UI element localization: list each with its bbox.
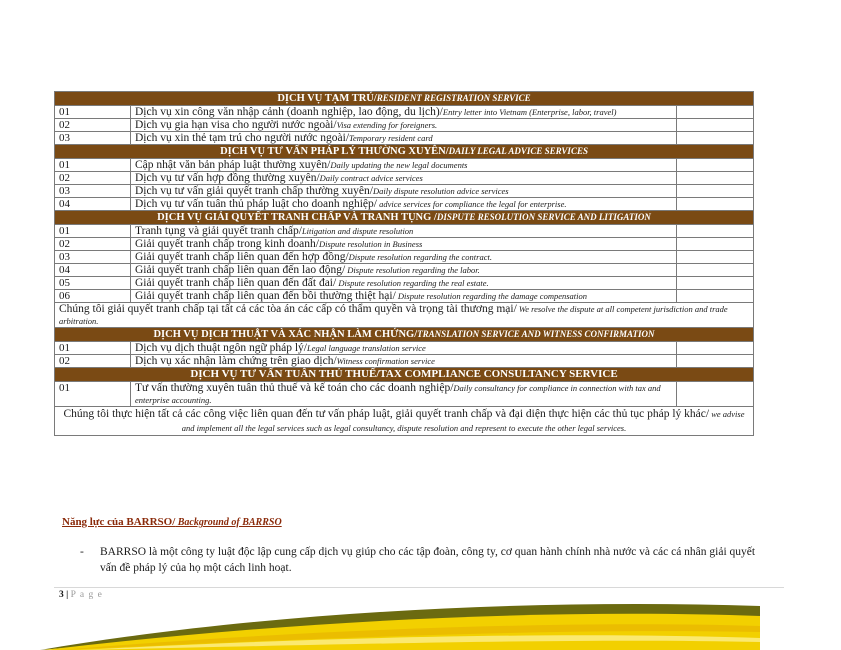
row-number: 01 <box>55 382 131 407</box>
row-number: 04 <box>55 198 131 211</box>
row-number: 01 <box>55 225 131 238</box>
section-header-resident <box>55 92 754 106</box>
service-en: Entry letter into Vietnam (Enterprise, labor, travel) <box>442 107 617 117</box>
table-row <box>55 342 754 355</box>
empty-cell <box>677 172 754 185</box>
service-en: Dispute resolution in Business <box>318 239 423 249</box>
service-vi: Dịch vụ gia hạn visa cho người nước ngoài/ <box>135 119 337 131</box>
service-en: Daily contract advice services <box>319 173 423 183</box>
header-vi: DỊCH VỤ TƯ VẤN PHÁP LÝ THƯỜNG XUYÊN/ <box>220 146 449 157</box>
background-title-vi: Năng lực của BARRSO/ <box>62 516 176 528</box>
empty-cell <box>677 355 754 368</box>
row-number: 05 <box>55 277 131 290</box>
page-word: P a g e <box>70 590 103 600</box>
row-number: 02 <box>55 119 131 132</box>
table-row <box>55 106 754 119</box>
footer-swoosh-decoration <box>0 592 841 650</box>
service-vi: Dịch vụ xác nhận làm chứng trên giao dịch/ <box>135 355 337 367</box>
header-en: RESIDENT REGISTRATION SERVICE <box>376 93 531 103</box>
page-number-value: 3 <box>59 590 64 600</box>
note-vi: Chúng tôi thực hiện tất cả các công việc liên quan đến tư vấn pháp luật, giải quyết tranh chấp và đại diện thực hiện các thủ tục pháp lý khác/ <box>63 408 710 420</box>
service-vi: Dịch vụ tư vấn tuân thủ pháp luật cho doanh nghiệp/ <box>135 198 377 210</box>
row-number: 02 <box>55 172 131 185</box>
section-header-translation <box>55 328 754 342</box>
table-row <box>55 159 754 172</box>
row-number: 02 <box>55 238 131 251</box>
empty-cell <box>677 264 754 277</box>
empty-cell <box>677 132 754 145</box>
note-en: we advise and implement all the legal services such as legal consultancy, dispute resolution and represent to execute the other legal services. <box>181 409 745 433</box>
empty-cell <box>677 290 754 303</box>
section-header-tax <box>55 368 754 382</box>
service-en: Daily updating the new legal documents <box>330 160 468 170</box>
service-en: Dispute resolution regarding the labor. <box>345 265 480 275</box>
service-en: Litigation and dispute resolution <box>301 226 414 236</box>
row-number: 01 <box>55 342 131 355</box>
empty-cell <box>677 382 754 407</box>
header-vi: DỊCH VỤ DỊCH THUẬT VÀ XÁC NHẬN LÀM CHỨNG/ <box>153 329 418 340</box>
table-row <box>55 238 754 251</box>
empty-cell <box>677 198 754 211</box>
table-row <box>55 172 754 185</box>
empty-cell <box>677 106 754 119</box>
note-en: We resolve the dispute at all competent jurisdiction and trade arbitration. <box>59 304 728 326</box>
service-en: Legal language translation service <box>307 343 426 353</box>
table-row <box>55 198 754 211</box>
row-number: 03 <box>55 132 131 145</box>
footer-divider <box>54 587 784 588</box>
service-vi: Giải quyết tranh chấp liên quan đến bồi thường thiệt hại/ <box>135 290 396 302</box>
service-vi: Dịch vụ xin thẻ tạm trú cho người nước ngoài/ <box>135 132 350 144</box>
service-vi: Dịch vụ tư vấn hợp đồng thường xuyên/ <box>135 172 320 184</box>
service-en: Witness confirmation service <box>336 356 435 366</box>
service-vi: Dịch vụ dịch thuật ngôn ngữ pháp lý/ <box>135 342 308 354</box>
empty-cell <box>677 277 754 290</box>
services-table <box>54 91 754 436</box>
empty-cell <box>677 342 754 355</box>
service-vi: Giải quyết tranh chấp trong kinh doanh/ <box>135 238 319 250</box>
empty-cell <box>677 251 754 264</box>
table-row <box>55 251 754 264</box>
empty-cell <box>677 159 754 172</box>
service-vi: Giải quyết tranh chấp liên quan đến đất đai/ <box>135 277 337 289</box>
background-title <box>62 516 282 528</box>
service-vi: Dịch vụ xin công văn nhập cảnh (doanh nghiệp, lao động, du lịch)/ <box>135 106 443 118</box>
bullet-text: BARRSO là một công ty luật độc lập cung cấp dịch vụ giúp cho các tập đoàn, công ty, cơ quan hành chính nhà nước và các cá nhân giải quyết vấn đề pháp lý của họ một cách linh hoạt. <box>100 546 756 574</box>
background-title-en: Background of BARRSO <box>175 517 282 528</box>
background-bullet <box>80 544 760 576</box>
empty-cell <box>677 225 754 238</box>
service-vi: Cập nhật văn bản pháp luật thường xuyên/ <box>135 159 331 171</box>
table-row <box>55 290 754 303</box>
table-row <box>55 382 754 407</box>
service-en: Daily dispute resolution advice services <box>372 186 509 196</box>
section-header-legal-advice <box>55 145 754 159</box>
section-header-dispute <box>55 211 754 225</box>
summary-note-row <box>55 407 754 436</box>
page-separator: | <box>63 590 71 600</box>
row-number: 03 <box>55 251 131 264</box>
service-en: Dispute resolution regarding the damage compensation <box>395 291 588 301</box>
table-row <box>55 355 754 368</box>
table-row <box>55 185 754 198</box>
note-vi: Chúng tôi giải quyết tranh chấp tại tất cả các tòa án các cấp có thẩm quyền và trọng tài thương mại/ <box>59 303 517 315</box>
header-en: DISPUTE RESOLUTION SERVICE AND LITIGATION <box>436 212 651 222</box>
service-en: Dispute resolution regarding the real estate. <box>336 278 489 288</box>
row-number: 06 <box>55 290 131 303</box>
row-number: 01 <box>55 159 131 172</box>
table-row <box>55 119 754 132</box>
row-number: 01 <box>55 106 131 119</box>
empty-cell <box>677 238 754 251</box>
header-en: TRANSLATION SERVICE AND WITNESS CONFIRMATION <box>417 329 655 339</box>
bullet-dash: - <box>80 546 84 558</box>
service-en: Temporary resident card <box>349 133 433 143</box>
service-en: Visa extending for foreigners. <box>336 120 438 130</box>
service-vi: Tranh tụng và giải quyết tranh chấp/ <box>135 225 302 237</box>
table-row <box>55 264 754 277</box>
service-en: advice services for compliance the legal for enterprise. <box>376 199 567 209</box>
service-vi: Giải quyết tranh chấp liên quan đến hợp đồng/ <box>135 251 349 263</box>
service-vi: Tư vấn thường xuyên tuân thủ thuế và kế toán cho các doanh nghiệp/ <box>135 382 454 394</box>
empty-cell <box>677 119 754 132</box>
service-en: Daily consultancy for compliance in connection with tax and enterprise accounting. <box>135 383 661 405</box>
service-vi: Dịch vụ tư vấn giải quyết tranh chấp thường xuyên/ <box>135 185 373 197</box>
row-number: 02 <box>55 355 131 368</box>
row-number: 03 <box>55 185 131 198</box>
empty-cell <box>677 185 754 198</box>
table-row <box>55 277 754 290</box>
service-en: Dispute resolution regarding the contract. <box>348 252 492 262</box>
table-row <box>55 132 754 145</box>
dispute-note-row <box>55 303 754 328</box>
header-vi: DỊCH VỤ GIẢI QUYẾT TRANH CHẤP VÀ TRANH TỤNG / <box>157 212 437 223</box>
header-vi: DỊCH VỤ TẠM TRÚ/ <box>277 93 377 104</box>
header-vi: DỊCH VỤ TƯ VẤN TUÂN THỦ THUẾ/TAX COMPLIANCE CONSULTANCY SERVICE <box>190 368 618 380</box>
header-en: DAILY LEGAL ADVICE SERVICES <box>448 146 588 156</box>
row-number: 04 <box>55 264 131 277</box>
service-vi: Giải quyết tranh chấp liên quan đến lao động/ <box>135 264 346 276</box>
table-row <box>55 225 754 238</box>
